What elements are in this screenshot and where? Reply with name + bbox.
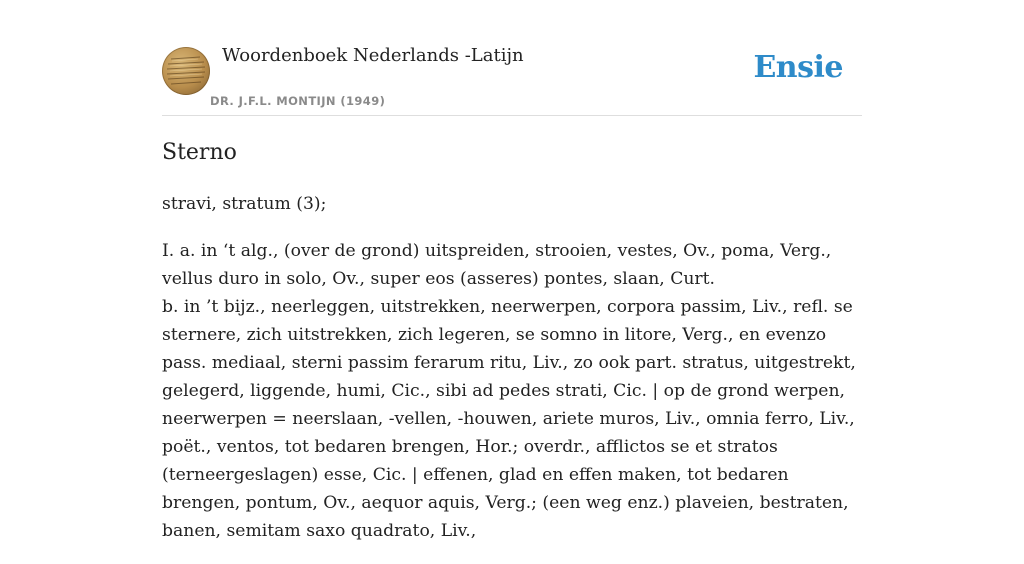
definition-part: I. a. in ‘t alg., (over de grond) uitspreiden, strooien, vestes, Ov., poma, Verg., vellus duro in solo, Ov., super eos (asseres) pontes, slaan, Curt. — [162, 241, 832, 289]
latin-coin-icon[interactable] — [162, 47, 210, 95]
entry-definition — [162, 237, 867, 545]
content-container — [162, 0, 862, 541]
book-header — [162, 0, 862, 116]
entry-body — [162, 190, 867, 564]
entry-forms: stravi, stratum (3); — [162, 194, 327, 214]
definition-part: b. in ’t bijz., neerleggen, uitstrekken, neerwerpen, corpora passim, Liv., refl. se sternere, zich uitstrekken, zich legeren, se somno in litore, Verg., en evenzo pass. mediaal, sterni passim ferarum ritu, Liv., zo ook part. stratus, uitgestrekt, gelegerd, liggende, humi, Cic., sibi ad pedes strati, Cic. | op de grond werpen, neerwerpen = neerslaan, -vellen, -houwen, ariete muros, Liv., omnia ferro, Liv., poët., ventos, tot bedaren brengen, Hor.; overdr., afflictos se et stratos (terneergeslagen) esse, Cic. | effenen, glad en effen maken, tot bedaren brengen, pontum, Ov., aequor aquis, Verg.; (een weg enz.) plaveien, bestraten, banen, semitam saxo quadrato, Liv., — [162, 297, 856, 541]
book-title[interactable]: Woordenboek Nederlands -Latijn — [222, 45, 524, 66]
book-author: DR. J.F.L. MONTIJN (1949) — [210, 94, 386, 108]
brand-logo[interactable]: Ensie — [753, 50, 843, 85]
entry-title: Sterno — [162, 140, 237, 165]
